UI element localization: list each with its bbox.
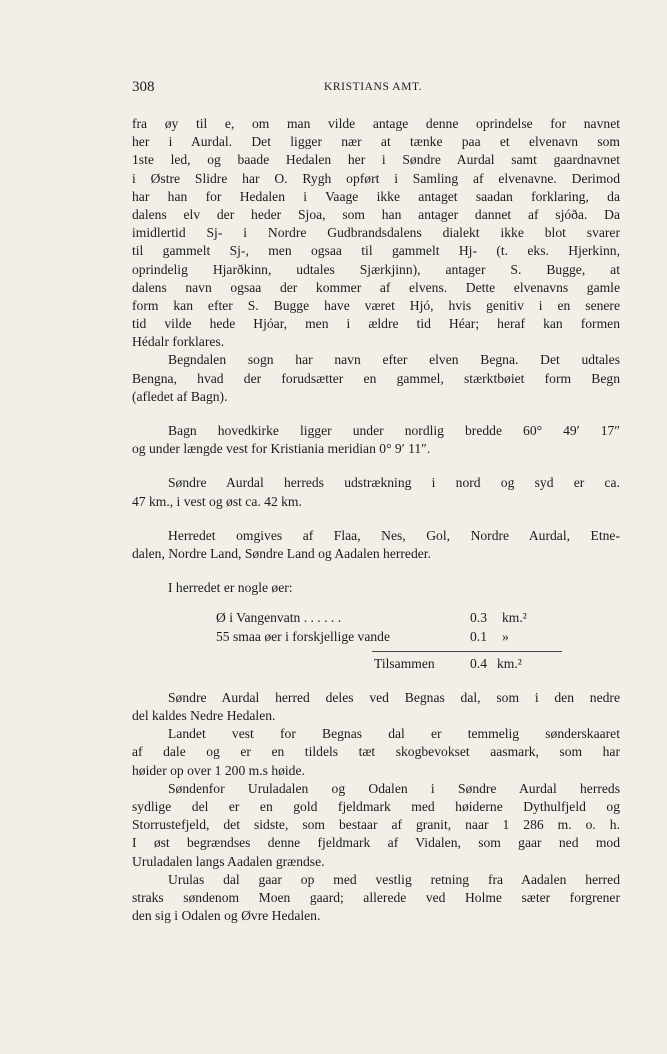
island-row <box>132 628 620 646</box>
text-line: har han for Hedalen i Vaage ikke antaget saadan forklaring, da <box>132 188 620 204</box>
text-line: form kan efter S. Bugge have været Hjó, hvis genitiv i en senere <box>132 297 620 313</box>
island-label: 55 smaa øer i forskjellige vande <box>216 628 391 644</box>
island-label: Ø i Vangenvatn . . . . . . <box>216 610 342 626</box>
text-line: Hédalr forklares. <box>132 334 225 350</box>
text-line: Søndre Aurdal herred deles ved Begnas dal, som i den nedre <box>168 689 620 705</box>
text-line: Uruladalen langs Aadalen grændse. <box>132 853 325 869</box>
running-title: KRISTIANS AMT. <box>324 81 423 93</box>
text-line: Søndre Aurdal herreds udstrækning i nord og syd er ca. <box>168 475 620 491</box>
text-line: Bengna, hvad der forudsætter en gammel, stærktbøiet form Begn <box>132 370 620 386</box>
text-line: tid vilde hede Hjóar, men i ældre tid Héar; heraf kan formen <box>132 316 620 332</box>
sum-rule-wrap <box>132 646 620 655</box>
text-line: Herredet omgives af Flaa, Nes, Gol, Nordre Aurdal, Etne- <box>168 527 620 543</box>
sum-rule <box>372 651 562 652</box>
text-line: den sig i Odalen og Øvre Hedalen. <box>132 908 321 924</box>
island-total <box>132 655 620 673</box>
spacer <box>132 406 620 422</box>
page-header <box>132 79 622 99</box>
text-line: fra øy til e, om man vilde antage denne oprindelse for navnet <box>132 116 620 131</box>
text-line: Begndalen sogn har navn efter elven Begna. Det udtales <box>168 352 620 368</box>
text-line: 1ste led, og baade Hedalen her i Søndre Aurdal samt gaardnavnet <box>132 152 620 168</box>
text-line: høider op over 1 200 m.s høide. <box>132 762 305 778</box>
total-value: 0.4 <box>470 655 487 671</box>
island-unit: km.² <box>502 610 527 626</box>
text-line: dalens elv der heder Sjoa, som han antager dannet af sjóða. Da <box>132 206 620 222</box>
spacer <box>132 673 620 689</box>
text-line: 47 km., i vest og øst ca. 42 km. <box>132 493 302 509</box>
page-number: 308 <box>132 79 155 95</box>
spacer <box>132 511 620 527</box>
text-line: I øst begrændses denne fjeldmark af Vidalen, som gaar ned mod <box>132 835 620 851</box>
text-line: her i Aurdal. Det ligger nær at tænke paa et elvenavn som <box>132 134 620 150</box>
text-line: Bagn hovedkirke ligger under nordlig bredde 60° 49′ 17″ <box>168 423 620 438</box>
text-line: Søndenfor Uruladalen og Odalen i Søndre Aurdal herreds <box>168 780 620 796</box>
text-line: og under længde vest for Kristiania meridian 0° 9′ 11″. <box>132 441 431 457</box>
spacer <box>132 458 620 474</box>
total-unit: km.² <box>497 655 522 671</box>
text-line: i Østre Slidre har O. Rygh opført i Samling af elvenavne. Derimod <box>132 170 620 186</box>
text-line: straks søndenom Moen gaard; allerede ved Holme sæter forgrener <box>132 889 620 905</box>
island-value: 0.3 <box>470 610 487 626</box>
text-line: Storrustefjeld, det sidste, som bestaar af granit, naar 1 286 m. o. h. <box>132 817 620 833</box>
total-label: Tilsammen <box>374 655 435 671</box>
text-line: Urulas dal gaar op med vestlig retning fra Aadalen herred <box>168 871 620 887</box>
text-line: af dale og er en tildels tæt skogbevokset aasmark, som har <box>132 744 620 760</box>
text-line: imidlertid Sj- i Nordre Gudbrandsdalens dialekt ikke blot svarer <box>132 225 620 241</box>
island-value: 0.1 <box>470 628 487 644</box>
text-line: del kaldes Nedre Hedalen. <box>132 708 276 724</box>
text-line: til gammelt Sj-, men ogsaa til gammelt Hj- (t. eks. Hjerkinn, <box>132 243 620 259</box>
text-line: oprindelig Hjarðkinn, udtales Sjærkjinn), antager S. Bugge, at <box>132 261 620 277</box>
spacer <box>132 597 620 609</box>
text-line: (afledet af Bagn). <box>132 388 228 404</box>
islands-intro: I herredet er nogle øer: <box>168 580 293 596</box>
island-row <box>132 609 620 627</box>
text-line: dalens navn ogsaa der kommer af elvens. Dette elvenavns gamle <box>132 279 620 295</box>
text-line: sydlige del er en gold fjeldmark med høiderne Dythulfjeld og <box>132 799 620 814</box>
spacer <box>132 563 620 579</box>
island-unit: » <box>502 628 509 644</box>
text-line: dalen, Nordre Land, Søndre Land og Aadalen herreder. <box>132 545 431 561</box>
body-text <box>132 115 620 925</box>
text-line: Landet vest for Begnas dal er temmelig sønderskaaret <box>168 726 620 742</box>
